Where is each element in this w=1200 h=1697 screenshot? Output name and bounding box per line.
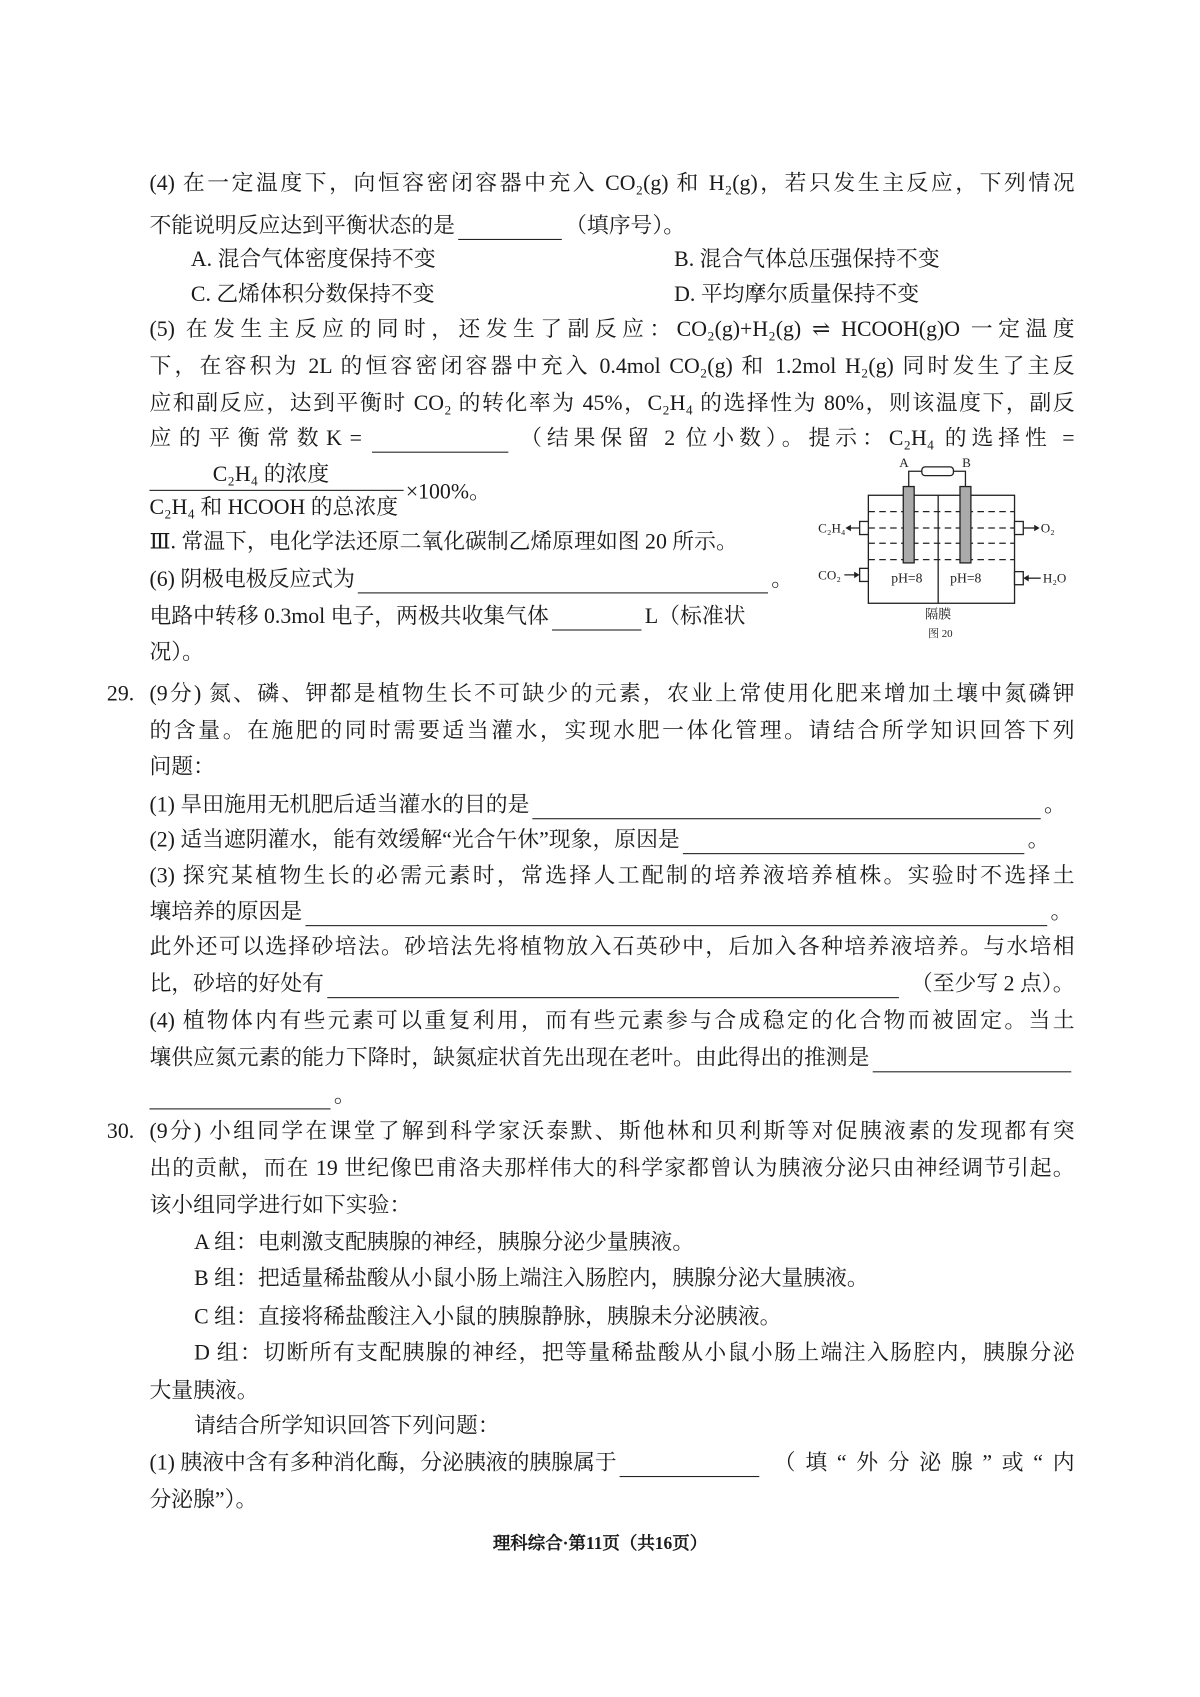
q28-6-line2-text: 电路中转移 0.3mol 电子，两极共收集气体 xyxy=(149,604,549,629)
q29-2 xyxy=(149,826,1049,854)
q28-5-line1: (5) 在发生主反应的同时，还发生了副反应：CO₂(g)+H₂(g) ⇌ HCOOH(g)O 一定温度 xyxy=(149,317,1075,342)
electrode-a xyxy=(903,487,914,563)
q29-number: 29. xyxy=(106,681,135,706)
q29-3-line2 xyxy=(149,898,1072,926)
q28-4-line2-text: 不能说明反应达到平衡状态的是 xyxy=(149,213,455,238)
q28-6-line2 xyxy=(149,602,745,630)
option-b: B. 混合气体总压强保持不变 xyxy=(674,247,940,272)
q30-line3: 该小组同学进行如下实验： xyxy=(149,1193,412,1218)
option-d: D. 平均摩尔质量保持不变 xyxy=(674,282,920,307)
q30-group-c: C 组：直接将稀盐酸注入小鼠的胰腺静脉，胰腺未分泌胰液。 xyxy=(194,1304,782,1329)
q28-6-line3: 况）。 xyxy=(149,640,204,665)
q28-6-line1 xyxy=(149,565,793,593)
q29-3-period: 。 xyxy=(1050,899,1073,924)
q29-line3: 问题： xyxy=(149,754,215,779)
q29-3-line4 xyxy=(149,970,1074,998)
q28-4-line2 xyxy=(149,212,685,240)
q29-1-text: (1) 旱田施用无机肥后适当灌水的目的是 xyxy=(149,793,530,818)
q28-4-answer-blank[interactable] xyxy=(458,217,562,240)
electrode-b xyxy=(960,487,971,563)
figure-caption: 图 20 xyxy=(928,628,953,641)
q29-4-blank-a[interactable] xyxy=(873,1049,1072,1072)
wire-b xyxy=(953,471,965,486)
q28-4-line1: (4) 在一定温度下，向恒容密闭容器中充入 CO₂(g) 和 H₂(g)，若只发生主反应，下列情况 xyxy=(149,171,1075,196)
q30-group-d-line1: D 组：切断所有支配胰腺的神经，把等量稀盐酸从小鼠小肠上端注入肠腔内，胰腺分泌 xyxy=(194,1340,1075,1365)
q29-3-benefit-blank[interactable] xyxy=(327,975,899,998)
electrolysis-cell-figure xyxy=(807,453,1091,649)
q30-1-tail: （填“外分泌腺”或“内 xyxy=(773,1450,1075,1475)
q28-6-line2-tail: L（标准状 xyxy=(644,604,746,629)
q28-6-equation-blank[interactable] xyxy=(358,571,768,594)
q30-group-a: A 组：电刺激支配胰腺的神经，胰腺分泌少量胰液。 xyxy=(194,1230,695,1255)
q30-1-blank[interactable] xyxy=(620,1454,760,1477)
port-c2h4 xyxy=(860,521,869,534)
q29-line2: 的含量。在施肥的同时需要适当灌水，实现水肥一体化管理。请结合所学知识回答下列 xyxy=(149,718,1075,743)
resistor xyxy=(922,467,954,476)
fraction-bar xyxy=(149,490,403,491)
q30-group-d-line2: 大量胰液。 xyxy=(149,1378,259,1403)
q29-3-line1: (3) 探究某植物生长的必需元素时，常选择人工配制的培养液培养植株。实验时不选择土 xyxy=(149,863,1075,888)
q29-3-line2-text: 壤培养的原因是 xyxy=(149,899,303,924)
q29-3-line4-text: 比，砂培的好处有 xyxy=(149,971,324,996)
q29-3-line3: 此外还可以选择砂培法。砂培法先将植物放入石英砂中，后加入各种培养液培养。与水培相 xyxy=(149,934,1075,959)
label-b: B xyxy=(962,454,971,470)
q30-1-line2: 分泌腺”）。 xyxy=(149,1487,258,1512)
label-ph-left: pH=8 xyxy=(891,570,923,586)
option-c: C. 乙烯体积分数保持不变 xyxy=(190,282,435,307)
q29-4-line2 xyxy=(149,1044,1074,1072)
q29-1-blank[interactable] xyxy=(533,796,1041,819)
q29-4-line1: (4) 植物体内有些元素可以重复利用，而有些元素参与合成稳定的化合物而被固定。当土 xyxy=(149,1009,1075,1034)
q29-2-blank[interactable] xyxy=(683,831,1024,854)
option-a: A. 混合气体密度保持不变 xyxy=(190,247,436,272)
q29-1-period: 。 xyxy=(1043,793,1066,818)
q29-1 xyxy=(149,791,1065,819)
q29-line1: (9分) 氮、磷、钾都是植物生长不可缺少的元素，农业上常使用化肥来增加土壤中氮磷钾 xyxy=(149,681,1075,706)
q30-prompt: 请结合所学知识回答下列问题： xyxy=(194,1413,500,1438)
q28-5-line2: 下，在容积为 2L 的恒容密闭容器中充入 0.4mol CO₂(g) 和 1.2mol H₂(g) 同时发生了主反 xyxy=(149,354,1075,379)
label-co2: CO₂ xyxy=(818,567,841,583)
label-a: A xyxy=(899,454,909,470)
label-h2o: H₂O xyxy=(1042,570,1067,586)
q29-2-period: 。 xyxy=(1027,827,1050,852)
q30-1-line1 xyxy=(149,1449,1074,1477)
q29-4-line2-text: 壤供应氮元素的能力下降时，缺氮症状首先出现在老叶。由此得出的推测是 xyxy=(149,1046,870,1071)
q28-4-line2-tail: （填序号）。 xyxy=(565,213,686,238)
q29-4-line3 xyxy=(149,1081,355,1109)
q28-5-line3: 应和副反应，达到平衡时 CO₂ 的转化率为 45%，C₂H₄ 的选择性为 80%，则该温度下，副反 xyxy=(149,391,1075,416)
q29-2-text: (2) 适当遮阴灌水，能有效缓解“光合午休”现象，原因是 xyxy=(149,827,680,852)
q29-3-line4-tail: （至少写 2 点）。 xyxy=(910,971,1075,996)
wire-a xyxy=(909,471,922,486)
q28-5-line4-tail: （结果保留 2 位小数）。提示：C₂H₄ 的选择性 = xyxy=(520,426,1075,451)
label-o2: O₂ xyxy=(1040,520,1055,536)
part-3-intro: Ⅲ. 常温下，电化学法还原二氧化碳制乙烯原理如图 20 所示。 xyxy=(149,530,738,555)
label-membrane: 隔膜 xyxy=(925,606,952,622)
label-ph-right: pH=8 xyxy=(950,570,982,586)
label-c2h4: C₂H₄ xyxy=(818,520,846,536)
q28-5-line4 xyxy=(149,424,1074,452)
q29-3-reason-blank[interactable] xyxy=(305,903,1047,926)
page-footer: 理科综合·第11页（共16页） xyxy=(492,1534,708,1554)
q28-6-volume-blank[interactable] xyxy=(552,608,641,631)
q30-line2: 出的贡献，而在 19 世纪像巴甫洛夫那样伟大的科学家都曾认为胰液分泌只由神经调节引起。 xyxy=(149,1156,1075,1181)
q30-line1: (9分) 小组同学在课堂了解到科学家沃泰默、斯他林和贝利斯等对促胰液素的发现都有突 xyxy=(149,1119,1075,1144)
q30-number: 30. xyxy=(106,1119,135,1144)
port-o2 xyxy=(1015,521,1024,534)
q28-5-line4-text: 应 的 平 衡 常 数 K = xyxy=(149,426,363,451)
port-co2 xyxy=(860,568,869,581)
port-h2o xyxy=(1015,572,1024,585)
q28-5-k-blank[interactable] xyxy=(372,430,508,453)
fraction-denominator: C₂H₄ 和 HCOOH 的总浓度 xyxy=(149,495,399,520)
q29-4-blank-b[interactable] xyxy=(149,1087,330,1110)
fraction-numerator: C₂H₄ 的浓度 xyxy=(212,462,330,487)
q30-1-text: (1) 胰液中含有多种消化酶，分泌胰液的胰腺属于 xyxy=(149,1450,617,1475)
q28-6-text: (6) 阴极电极反应式为 xyxy=(149,567,355,592)
q28-6-period: 。 xyxy=(771,567,794,592)
q29-4-period: 。 xyxy=(333,1083,356,1108)
fraction-tail: ×100%。 xyxy=(405,479,491,504)
q30-group-b: B 组：把适量稀盐酸从小鼠小肠上端注入肠腔内，胰腺分泌大量胰液。 xyxy=(194,1266,869,1291)
